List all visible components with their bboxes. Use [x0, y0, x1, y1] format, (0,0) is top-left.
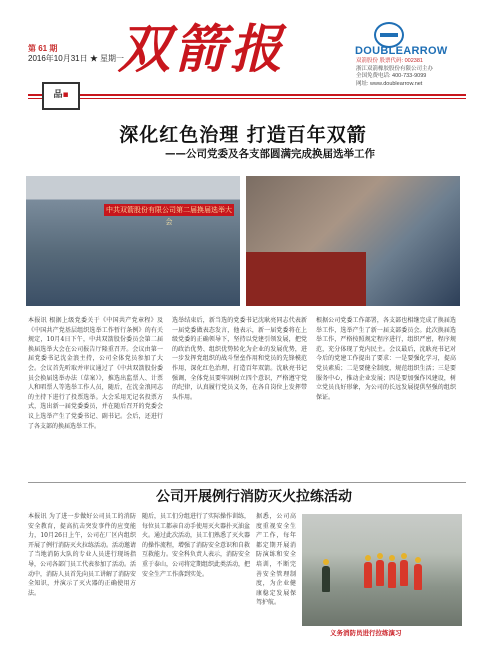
- header-divider: [28, 94, 466, 96]
- stock-code: 双箭股份 股票代码: 002381: [356, 58, 423, 64]
- header-divider-thin: [28, 98, 466, 99]
- seal-stamp-icon: 品▪: [42, 82, 80, 110]
- article1-column-1: 本报讯 根据上级党委关于《中国共产党章程》及《中国共产党基层组织选举工作暂行条例》的有关规定，10月4日下午，中共双箭股份委员会第二届换届选举大会在公司报告厅隆重召开。会议由第一届党委书记沈金浪主持，公司全体党员参加了大会。会议首先听取并审议通过了《中共双箭股份委员会换届选举办法（草案）》，推选出监票人、计票人和唱票人等选举工作人员，随后，在沈金浪同志的主持下进行了投票选举。大会采用无记名投票方式，选出新一届党委委员，并在随后召开的党委会议上选举产生了党委书记、副书记。会后，还进行了各支部的换届选举工作。: [28, 317, 163, 430]
- firefighter-figure: [400, 560, 408, 586]
- publisher: 浙江双箭橡胶股份有限公司主办: [356, 65, 434, 72]
- voting-desk: [246, 252, 366, 306]
- firefighter-figure: [364, 562, 372, 588]
- article2-column-2: 随后，员工们分组进行了实际操作训练，每位员工都亲自动手使用灭火器扑灭油盆火。通过此次活动，员工们熟悉了灭火器的操作流程，增强了消防安全意识和自救互救能力。安全科负责人表示，消防安全重于泰山，公司将定期组织此类活动，把安全生产工作落到实处。: [142, 513, 250, 578]
- article1-title: 深化红色治理 打造百年双箭: [119, 124, 367, 146]
- article1-column-3: 根据公司党委工作部署，各支部也相继完成了换届选举工作，选举产生了新一届支部委员会。此次换届选举工作，严格按照规定程序进行，组织严密，程序规范，充分体现了党内民主。会议最后，沈耿亮书记对今后的党建工作提出了要求：一是要强化学习，提高党员素质；二是要健全制度，规范组织生活；三是要服务中心，推动企业发展；四是要加强作风建设，树立党员良好形象，为公司的长远发展提供坚强的组织保证。: [316, 317, 456, 401]
- article2-column-1: 本报讯 为了进一步做好公司员工的消防安全教育，提高抗击突发事件的应变能力，10月26日上午，公司在厂区内组织开展了例行消防灭火拉练活动。活动邀请了当地消防大队的专业人员进行现场指导，公司各部门员工代表参加了活动。活动中，消防人员首先向员工讲解了消防安全知识，并演示了灭火器的正确使用方法。: [28, 513, 136, 597]
- hotline: 全国免费电话: 400-733-9099: [356, 73, 427, 79]
- firefighter-figure: [376, 560, 384, 586]
- fire-drill-caption: 义务消防员进行拉练演习: [330, 629, 402, 637]
- masthead-meta: [356, 58, 466, 88]
- brand-name: DOUBLEARROW: [355, 45, 448, 57]
- article2-title: 公司开展例行消防灭火拉练活动: [156, 489, 352, 505]
- firefighter-figure: [388, 562, 396, 588]
- website: 网址: www.doublearrow.net: [356, 80, 423, 87]
- meeting-banner: 中共双箭股份有限公司第二届换届选举大会: [106, 206, 232, 226]
- article2-column-3: 据悉，公司高度重视安全生产工作，每年都定期开展消防演练和安全培训，不断完善安全管理制度，为企业健康稳定发展保驾护航。: [256, 513, 296, 607]
- masthead-title: 双箭报: [118, 19, 287, 80]
- article1-subtitle: ——公司党委及各支部圆满完成换届选举工作: [165, 148, 375, 160]
- meeting-photo: [26, 176, 240, 306]
- issue-date: 2016年10月31日 ★ 星期一: [28, 54, 125, 63]
- instructor-figure: [322, 566, 330, 592]
- fire-drill-photo: [302, 514, 462, 626]
- article1-column-2: 选举结束后，新当选的党委书记沈耿亮同志代表新一届党委做表态发言，他表示，新一届党委将在上级党委的正确领导下，坚持以党建引领发展，把党的政治优势、组织优势转化为企业的发展优势，进一步发挥党组织的战斗堡垒作用和党员的先锋模范作用，深化红色治理，打造百年双箭。沈耿亮书记强调，全体党员要牢固树立四个意识，严格遵守党的纪律，认真履行党员义务，在各自岗位上发挥带头作用。: [172, 317, 307, 401]
- firefighter-figure: [414, 564, 422, 590]
- issue-info: [28, 44, 124, 64]
- section-divider: [28, 482, 466, 483]
- issue-number: 第 61 期: [28, 44, 58, 53]
